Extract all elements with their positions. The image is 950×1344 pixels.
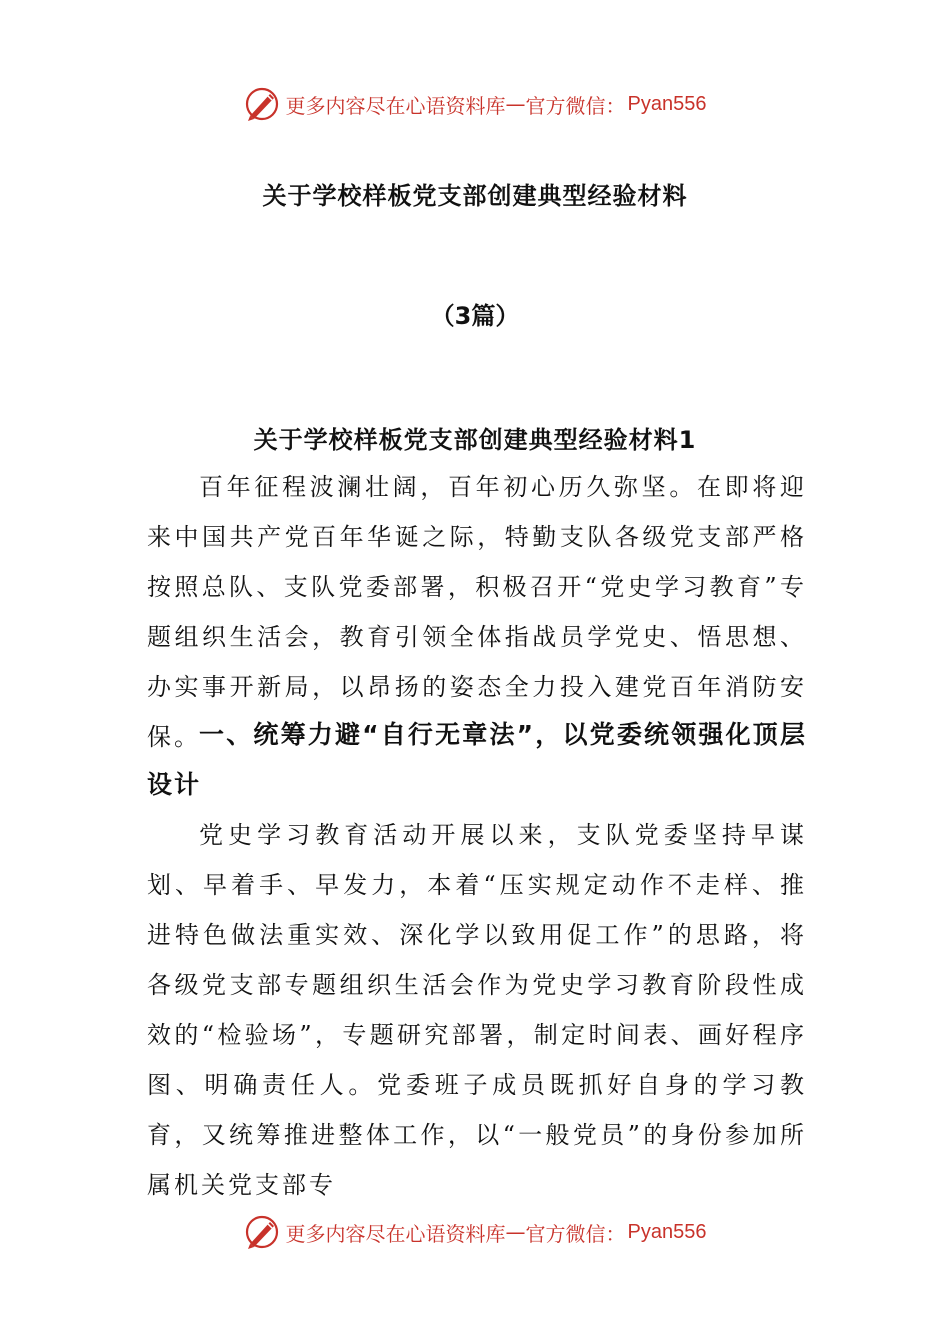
watermark-handle: Pyan556 [627, 1220, 707, 1243]
watermark-separator: — [505, 1220, 526, 1244]
watermark-official-label: 官方微信： [525, 93, 626, 118]
watermark-brand: 更多内容尽在心语资料库 [285, 93, 506, 118]
paragraph-1: 百年征程波澜壮阔，百年初心历久弥坚。在即将迎来中国共产党百年华诞之际，特勤支队各级党支部严格按照总队、支队党委部署，积极召开“党史学习教育”专题组织生活会，教育引领全体指战员学党史、悟思想、办实事开新局，以昂扬的姿态全力投入建党百年消防安保。 [147, 473, 807, 751]
pen-logo-icon [244, 1214, 280, 1250]
watermark-separator: — [505, 92, 526, 116]
section-title: 关于学校样板党支部创建典型经验材料1 [253, 426, 697, 454]
document-count: （3篇） [430, 302, 520, 330]
footer-watermark [0, 1212, 950, 1252]
watermark-official-label: 官方微信： [525, 1221, 626, 1246]
watermark-brand: 更多内容尽在心语资料库 [285, 1221, 506, 1246]
pen-logo-icon [244, 86, 280, 122]
header-watermark [0, 84, 950, 124]
watermark-handle: Pyan556 [627, 92, 707, 115]
heading-1: 一、统筹力避“自行无章法”，以党委统领强化顶层设计 [147, 720, 807, 799]
paragraph-2: 党史学习教育活动开展以来，支队党委坚持早谋划、早着手、早发力，本着“压实规定动作不走样、推进特色做法重实效、深化学以致用促工作”的思路，将各级党支部专题组织生活会作为党史学习教育阶段性成效的“检验场”，专题研究部署，制定时间表、画好程序图、明确责任人。党委班子成员既抓好自身的学习教育，又统筹推进整体工作，以“一般党员”的身份参加所属机关党支部专 [147, 821, 807, 1199]
document-title: 关于学校样板党支部创建典型经验材料 [262, 182, 688, 210]
